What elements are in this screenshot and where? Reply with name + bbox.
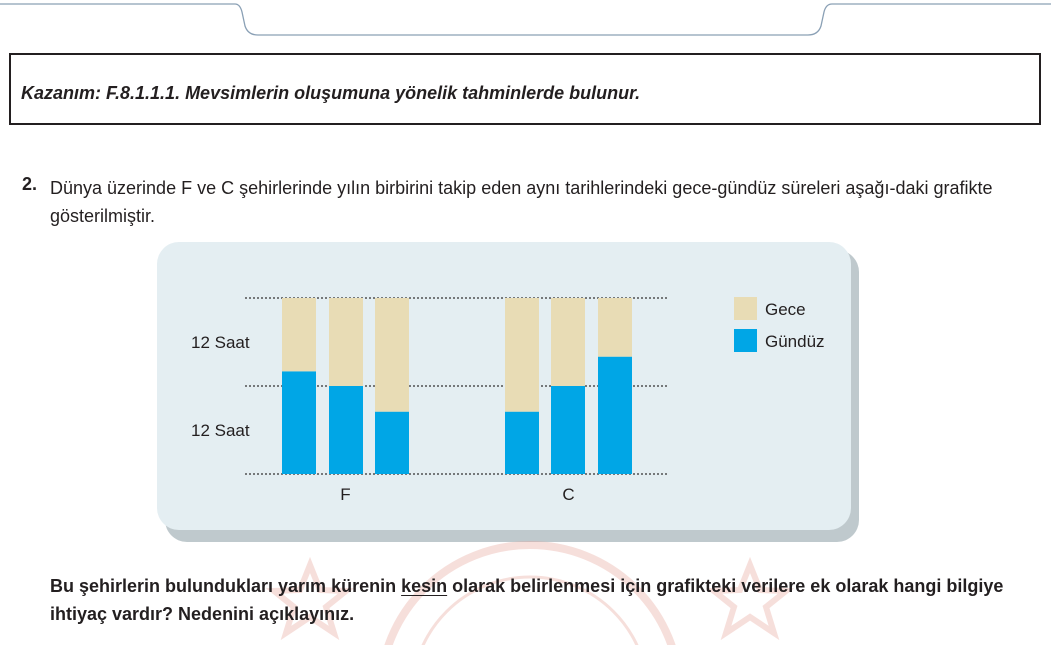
question-prompt-before: Bu şehirlerin bulundukları yarım kürenin <box>50 576 402 596</box>
bar-F-1-gece <box>282 298 316 371</box>
header-decoration <box>0 0 1051 40</box>
question-prompt-after: olarak belirlenmesi için grafikteki verilere ek olarak hangi bilgiye ihtiyaç vardır? Nedenini açıklayınız. <box>50 576 1004 624</box>
legend-label-0: Gece <box>765 300 806 319</box>
question-number: 2. <box>22 174 38 194</box>
bar-F-2-gunduz <box>329 386 363 474</box>
bar-F-1-gunduz <box>282 371 316 474</box>
bar-C-2-gunduz <box>551 386 585 474</box>
legend-swatch-1 <box>734 329 757 352</box>
bar-C-2-gece <box>551 298 585 386</box>
bar-F-2-gece <box>329 298 363 386</box>
y-tick-label-0: 12 Saat <box>191 333 250 352</box>
legend-swatch-0 <box>734 297 757 320</box>
bar-C-3-gece <box>598 298 632 357</box>
group-label-C: C <box>562 485 575 504</box>
day-night-chart <box>157 242 851 530</box>
question-prompt <box>50 572 1040 628</box>
legend-label-1: Gündüz <box>765 332 825 351</box>
kazanim-text: Kazanım: F.8.1.1.1. Mevsimlerin oluşumuna yönelik tahminlerde bulunur. <box>21 83 641 103</box>
question-text: Dünya üzerinde F ve C şehirlerinde yılın birbirini takip eden aynı tarihlerindeki gece-gündüz süreleri aşağı-daki grafikte gösterilmiştir. <box>50 178 993 226</box>
group-label-F: F <box>340 485 351 504</box>
bar-F-3-gunduz <box>375 412 409 474</box>
bar-C-1-gunduz <box>505 412 539 474</box>
bar-F-3-gece <box>375 298 409 412</box>
question-prompt-underlined: kesin <box>401 576 448 596</box>
y-tick-label-1: 12 Saat <box>191 421 250 440</box>
bar-C-1-gece <box>505 298 539 412</box>
kazanim-box <box>9 53 1041 125</box>
bar-C-3-gunduz <box>598 357 632 474</box>
